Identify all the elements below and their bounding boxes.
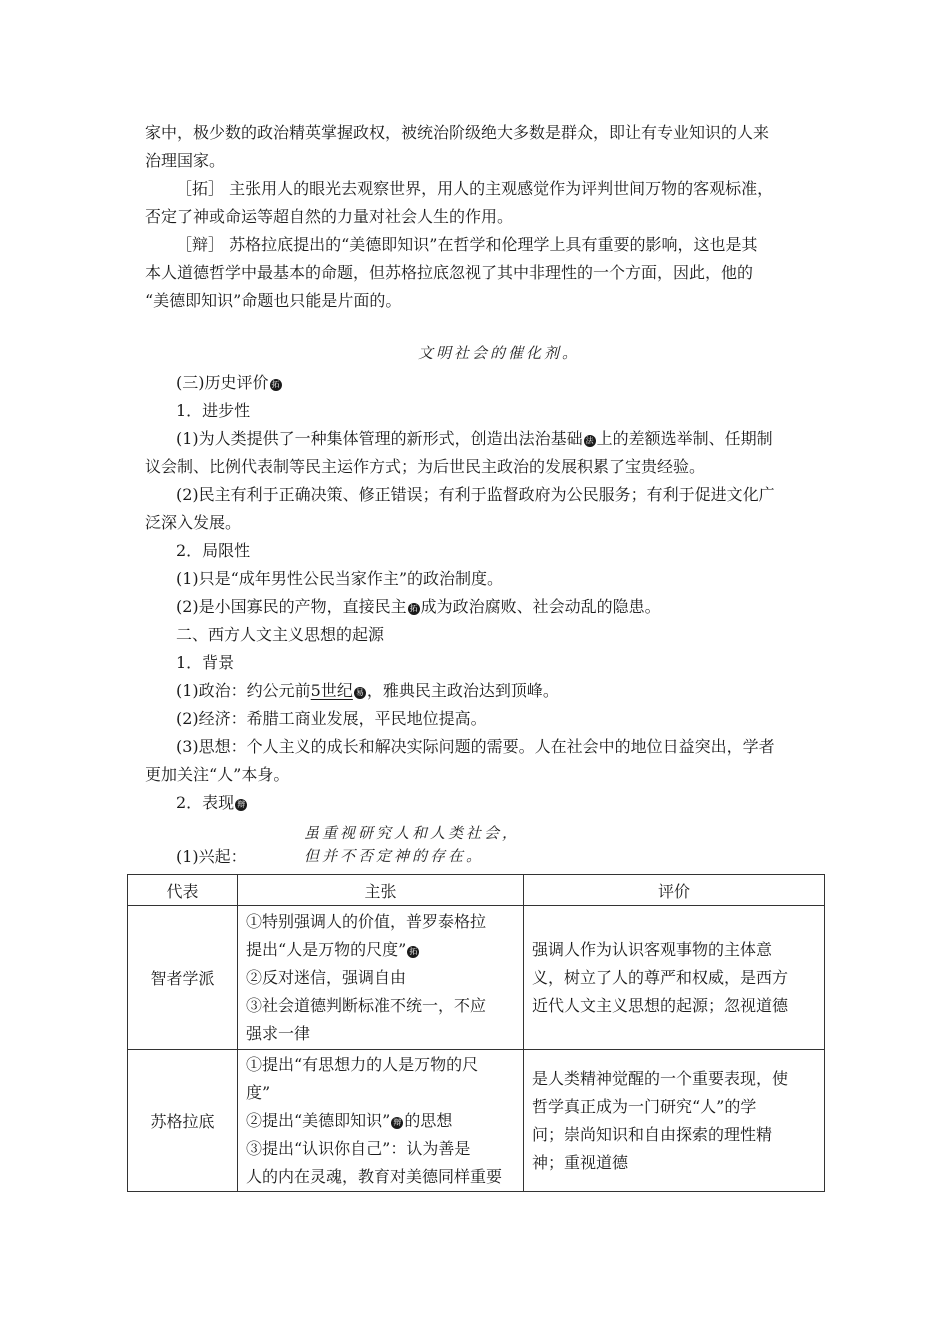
claim-text: 的思想 (404, 1110, 453, 1130)
limits-p2-text-a: (2)是小国寡民的产物，直接民主 (176, 597, 407, 616)
background-economy: (2)经济：希腊工商业发展，平民地位提高。 (176, 709, 487, 728)
claim-line: 强求一律 (246, 1023, 311, 1043)
humanism-table (127, 874, 825, 1192)
table-header-row (128, 875, 825, 906)
row-evaluation (524, 1050, 825, 1192)
eval-line: 问；崇尚知识和自由探索的理性精 (532, 1124, 773, 1144)
bian-line-2: 本人道德哲学中最基本的命题，但苏格拉底忽视了其中非理性的一个方面，因此，他的 (145, 263, 754, 282)
eval-heading (176, 372, 283, 394)
bian-tag: ［辩］ (176, 235, 225, 254)
tuo-badge-icon: 拓 (271, 380, 280, 389)
claim-text: 提出“人是万物的尺度” (246, 939, 407, 959)
claim-line: ③社会道德判断标准不统一，不应 (246, 995, 487, 1015)
eval-line: 义，树立了人的尊严和权威，是西方 (532, 967, 789, 987)
eval-line: 是人类精神觉醒的一个重要表现，使 (532, 1068, 789, 1088)
eval-line: 神；重视道德 (532, 1152, 629, 1172)
eval-line: 近代人文主义思想的起源；忽视道德 (532, 995, 789, 1015)
yi-badge-icon: 易 (355, 688, 364, 697)
row-representative: 智者学派 (128, 906, 238, 1050)
intro-line-1: 家中，极少数的政治精英掌握政权，被统治阶级绝大多数是群众，即让有专业知识的人来 (145, 123, 770, 142)
eval-line: 哲学真正成为一门研究“人”的学 (532, 1096, 757, 1116)
eval-heading-text: (三)历史评价 (176, 373, 269, 392)
show-title (176, 792, 248, 814)
tuo-badge-icon-3: 拓 (409, 946, 418, 956)
row-representative: 苏格拉底 (128, 1050, 238, 1192)
table-row (128, 1050, 825, 1192)
tuo-tag: ［拓］ (176, 179, 225, 198)
rise-label: (1)兴起： (176, 847, 247, 866)
intro-line-2: 治理国家。 (145, 151, 226, 170)
limits-title: 2．局限性 (176, 541, 251, 560)
progress-p2-line-2: 泛深入发展。 (145, 513, 242, 532)
handwritten-note-line-1: 虽重视研究人和人类社会， (304, 824, 521, 842)
bian-text-1: 苏格拉底提出的“美德即知识”在哲学和伦理学上具有重要的影响，这也是其 (229, 235, 758, 254)
progress-title: 1．进步性 (176, 401, 251, 420)
claim-line: 度” (246, 1082, 271, 1102)
claim-line: ③提出“认识你自己”：认为善是 (246, 1138, 471, 1158)
header-representative: 代表 (128, 875, 238, 906)
section2-title: 二、西方人文主义思想的起源 (176, 625, 385, 644)
tuo-line-2: 否定了神或命运等超自然的力量对社会人生的作用。 (145, 207, 514, 226)
tuo-text-1: 主张用人的眼光去观察世界，用人的主观感觉作为评判世间万物的客观标准， (229, 179, 774, 198)
show-title-text: 2．表现 (176, 793, 235, 812)
limits-p2-text-b: 成为政治腐败、社会动乱的隐患。 (420, 597, 661, 616)
claim-line: ①特别强调人的价值，普罗泰格拉 (246, 911, 487, 931)
fa-badge-icon: 法 (585, 436, 594, 445)
claim-line (246, 1107, 515, 1135)
handwritten-note-line-2: 但并不否定神的存在。 (304, 847, 485, 865)
bian-line-3: “美德即知识”命题也只能是片面的。 (145, 291, 402, 310)
claim-text: ②提出“美德即知识” (246, 1110, 391, 1130)
progress-p1-line-2: 议会制、比例代表制等民主运作方式；为后世民主政治的发展积累了宝贵经验。 (145, 457, 706, 476)
claim-line: ②反对迷信，强调自由 (246, 967, 407, 987)
header-evaluation: 评价 (524, 875, 825, 906)
limits-p2 (176, 596, 661, 618)
politics-text-b: ，雅典民主政治达到顶峰。 (366, 681, 559, 700)
bian-badge-icon: 辩 (237, 800, 246, 809)
politics-text-a: (1)政治：约公元前 (176, 681, 311, 700)
background-title: 1．背景 (176, 653, 235, 672)
row-claims (238, 1050, 524, 1192)
limits-p1: (1)只是“成年男性公民当家作主”的政治制度。 (176, 569, 504, 588)
header-claims: 主张 (238, 875, 524, 906)
tuo-badge-icon-2: 拓 (409, 604, 418, 613)
claim-line: 人的内在灵魂，教育对美德同样重要 (246, 1166, 503, 1186)
politics-underlined: 5世纪 (310, 681, 353, 700)
background-thought-line-1: (3)思想：个人主义的成长和解决实际问题的需要。人在社会中的地位日益突出，学者 (176, 737, 775, 756)
row-evaluation (524, 906, 825, 1050)
row-claims (238, 906, 524, 1050)
background-politics (176, 680, 559, 702)
progress-p1-text-a: (1)为人类提供了一种集体管理的新形式，创造出法治基础 (176, 429, 583, 448)
claim-line: ①提出“有思想力的人是万物的尺 (246, 1054, 479, 1074)
handwritten-note-catalyst: 文明社会的催化剂。 (418, 344, 581, 362)
progress-p2-line-1: (2)民主有利于正确决策、修正错误；有利于监督政府为公民服务；有利于促进文化广 (176, 485, 775, 504)
tuo-line-1 (176, 178, 773, 200)
background-thought-line-2: 更加关注“人”本身。 (145, 765, 290, 784)
bian-badge-icon-2: 辩 (393, 1117, 402, 1127)
claim-line (246, 936, 515, 964)
progress-p1-line-1 (176, 428, 773, 450)
table-row (128, 906, 825, 1050)
progress-p1-text-b: 上的差额选举制、任期制 (596, 429, 773, 448)
eval-line: 强调人作为认识客观事物的主体意 (532, 939, 773, 959)
bian-line-1 (176, 234, 757, 256)
